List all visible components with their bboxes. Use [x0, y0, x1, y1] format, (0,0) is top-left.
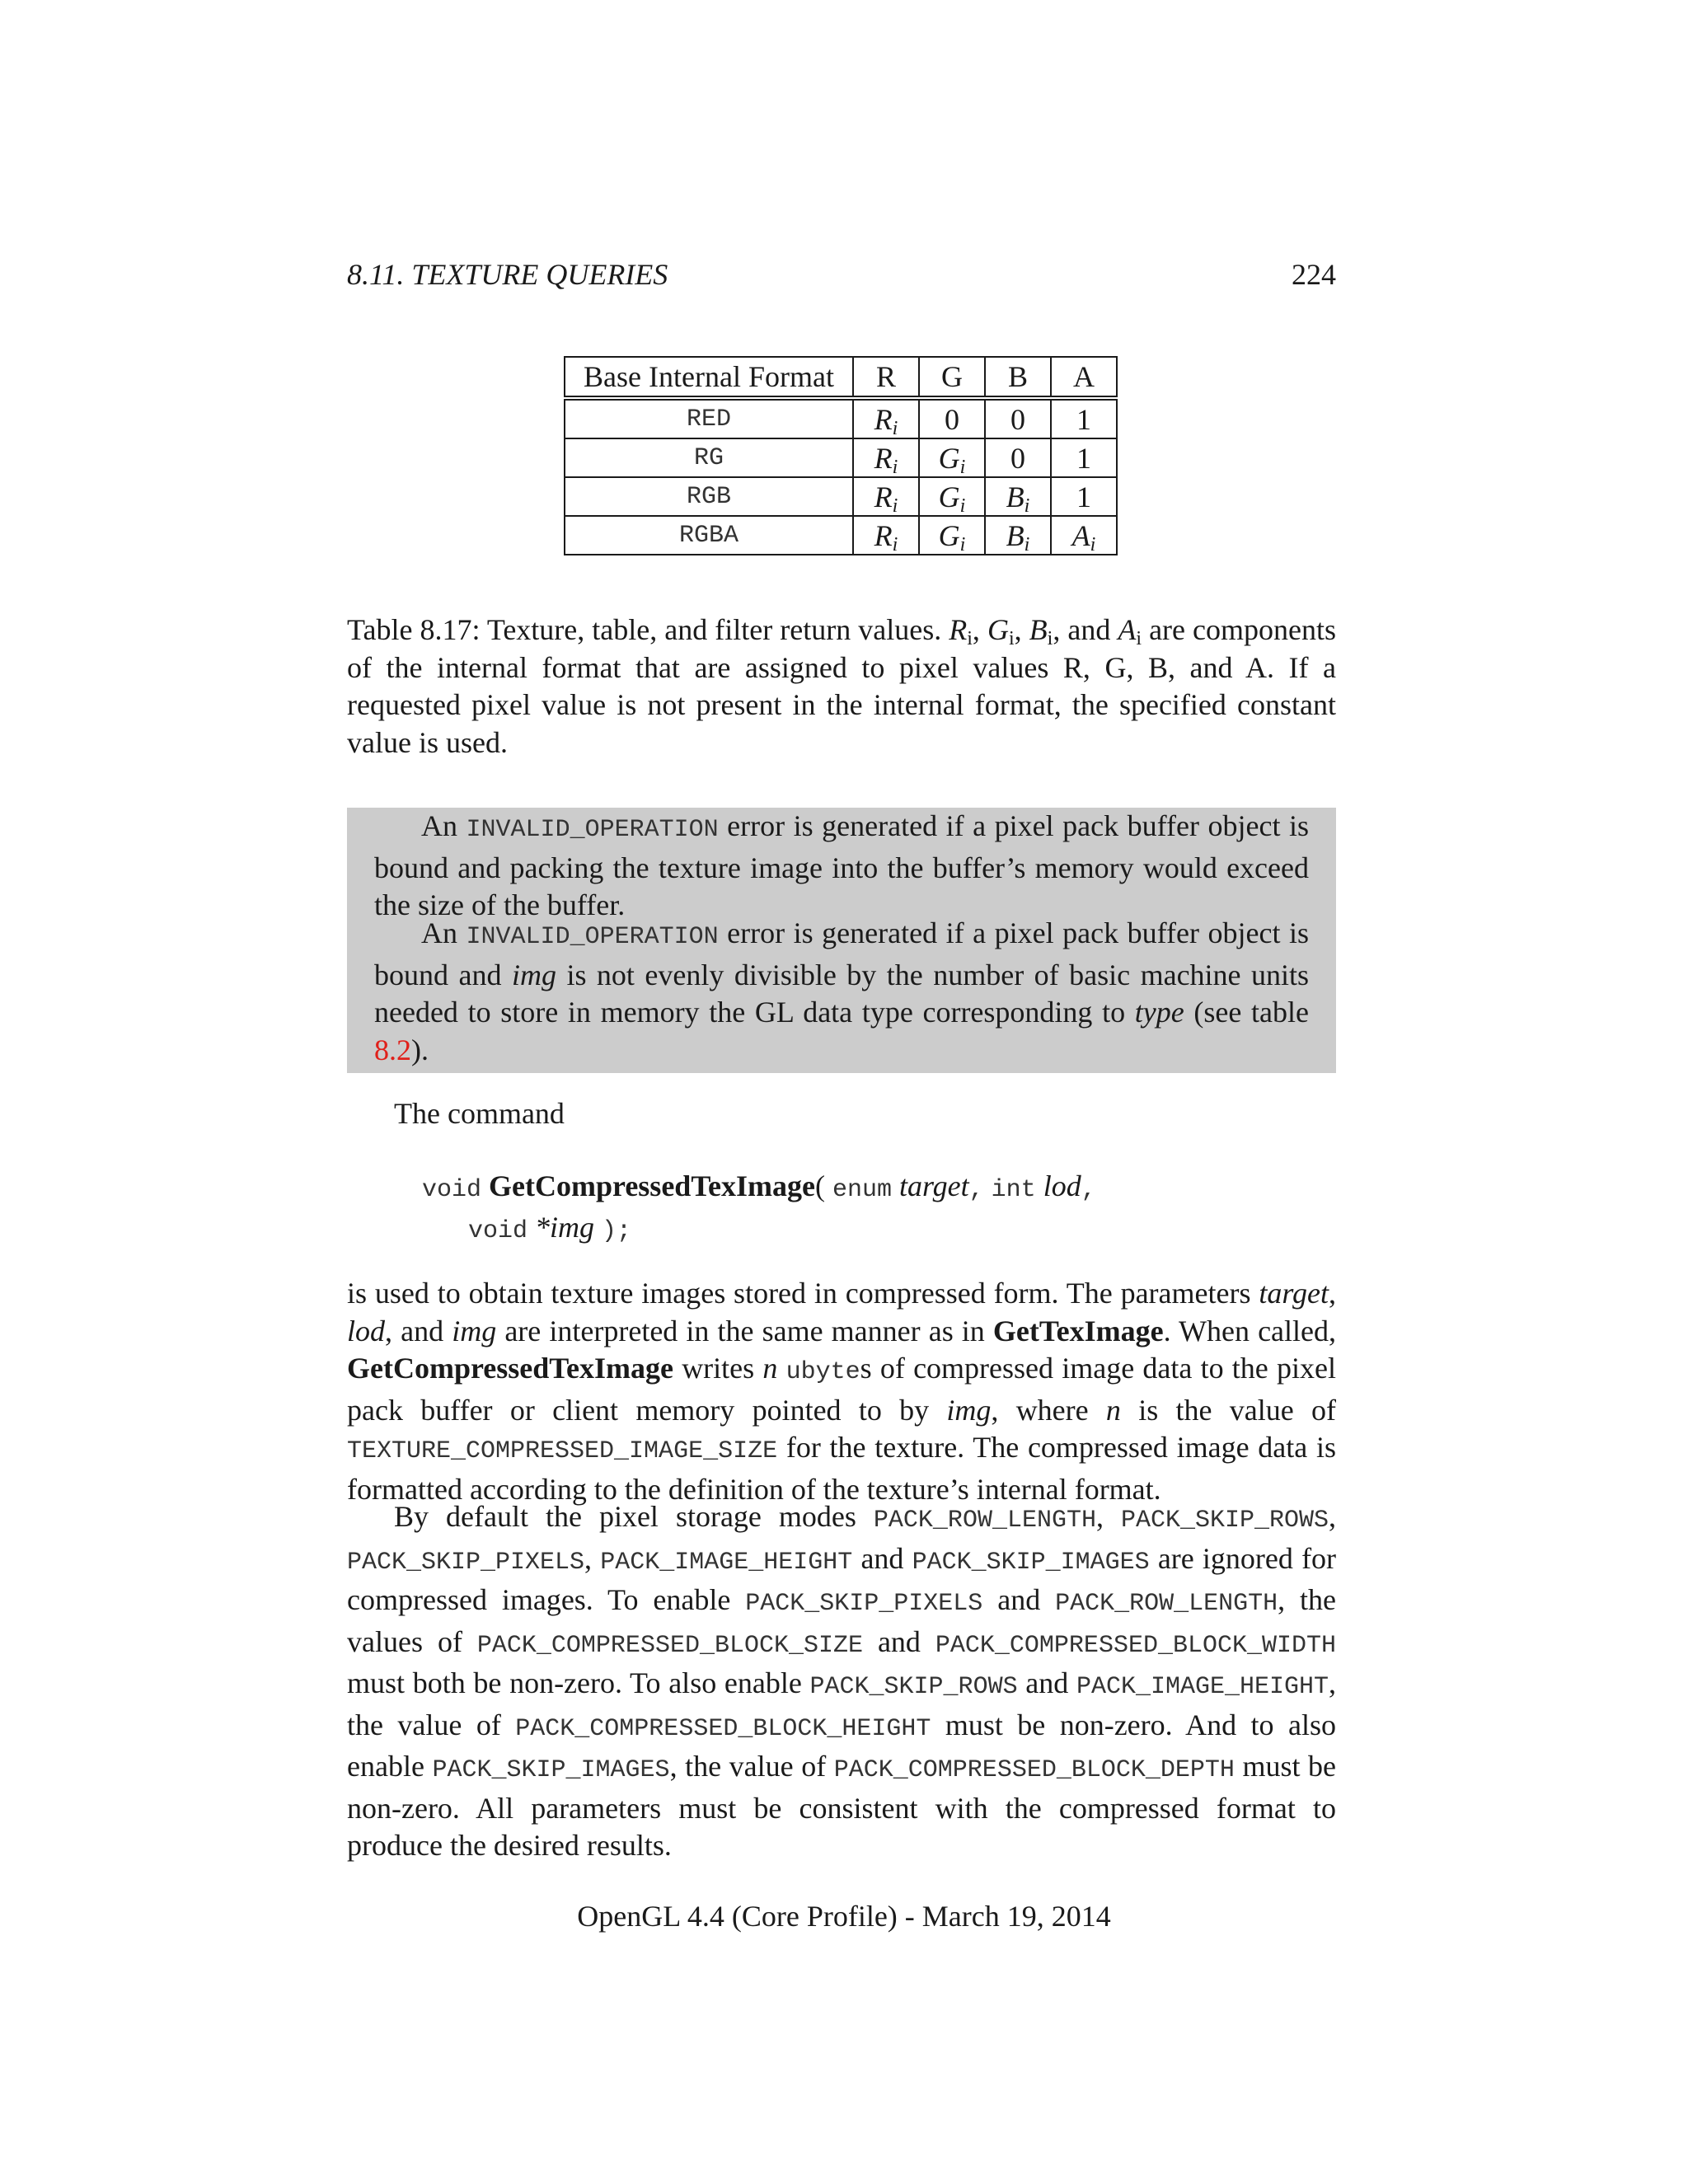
text-run: , [584, 1541, 593, 1575]
caption-subscript: i [967, 628, 973, 649]
value-symbol: R [874, 441, 893, 475]
value-cell [919, 516, 985, 555]
value-subscript: i [1024, 494, 1030, 517]
value-symbol: G [938, 441, 960, 475]
table-header-cell: Base Internal Format [565, 357, 853, 398]
constant-name: PACK_SKIP_ROWS [1120, 1507, 1329, 1535]
text-run: By default the pixel storage modes [394, 1500, 856, 1533]
param-type: int [991, 1176, 1036, 1204]
caption-symbol: A [1118, 613, 1137, 646]
text-run: of compressed image data to the pixel pack buffer or client memory pointed to by [347, 1352, 1336, 1427]
value-cell [919, 477, 985, 516]
value-cell [985, 438, 1051, 477]
param-name: img [946, 1393, 992, 1427]
table-header-cell: B [985, 357, 1051, 398]
constant-name: PACK_COMPRESSED_BLOCK_WIDTH [935, 1631, 1336, 1660]
function-name: GetTexImage [992, 1314, 1164, 1347]
value-cell [1051, 516, 1117, 555]
value-cell [985, 516, 1051, 555]
caption-subscript: i [1008, 628, 1015, 649]
constant-name: PACK_SKIP_IMAGES [432, 1756, 670, 1784]
caption-symbol: G [987, 613, 1009, 646]
constant-name: PACK_COMPRESSED_BLOCK_HEIGHT [515, 1714, 931, 1743]
value-cell [1051, 438, 1117, 477]
value-cell [853, 398, 919, 438]
text-run: , [1095, 1500, 1104, 1533]
error-code: INVALID_OPERATION [466, 816, 719, 844]
constant-name: TEXTURE_COMPRESSED_IMAGE_SIZE [347, 1437, 778, 1465]
separator: , [968, 1176, 984, 1204]
caption-symbol: B [1029, 613, 1048, 646]
table-row [565, 477, 1117, 516]
value-symbol: 0 [1010, 402, 1025, 436]
param-name: lod [347, 1314, 386, 1347]
text-run: error is generated if a pixel pack buffer object is bound and [374, 916, 1310, 991]
text-run: and [1025, 1666, 1069, 1699]
table-row [565, 516, 1117, 555]
text-run: , [1329, 1277, 1336, 1310]
text-run: and [877, 1624, 921, 1658]
text-run: must be non-zero. All parameters must be consistent with the compressed format to produce the desired results. [347, 1750, 1337, 1862]
value-symbol: 1 [1076, 441, 1091, 475]
format-cell: RGB [565, 477, 853, 516]
constant-name: PACK_SKIP_ROWS [809, 1673, 1018, 1701]
prototype-line [422, 1209, 1096, 1250]
param-name: target [899, 1169, 969, 1202]
text-run: s [860, 1352, 872, 1385]
value-cell [985, 477, 1051, 516]
text-run: for the texture. The compressed image data is formatted according to the definition of the texture’s internal format. [347, 1431, 1337, 1506]
value-symbol: G [938, 480, 960, 513]
constant-name: PACK_COMPRESSED_BLOCK_SIZE [476, 1631, 863, 1660]
param-type: void [468, 1217, 528, 1245]
page-footer: OpenGL 4.4 (Core Profile) - March 19, 2014 [577, 1900, 1111, 1933]
text-run: are ignored for compressed images. To enable [347, 1541, 1337, 1616]
body-paragraph [347, 1498, 1336, 1865]
caption-text: and [1067, 613, 1111, 646]
value-symbol: B [1006, 518, 1025, 552]
format-cell: RG [565, 438, 853, 477]
value-cell [853, 477, 919, 516]
function-name: GetCompressedTexImage [489, 1169, 815, 1202]
value-symbol: 0 [1010, 441, 1025, 475]
value-symbol: R [874, 402, 893, 436]
value-cell [1051, 477, 1117, 516]
param-name: img [511, 958, 556, 991]
command-intro: The command [394, 1097, 565, 1130]
table-row [565, 438, 1117, 477]
value-cell [1051, 398, 1117, 438]
value-symbol: R [874, 480, 893, 513]
math-symbol: n [762, 1352, 778, 1385]
value-symbol: R [874, 518, 893, 552]
value-symbol: 1 [1076, 480, 1091, 513]
value-cell [985, 398, 1051, 438]
value-cell [919, 438, 985, 477]
text-run: must be non-zero. And to also enable [347, 1708, 1336, 1783]
table-header-row [565, 357, 1117, 398]
caption-subscript: i [1136, 628, 1142, 649]
type-name: ubyte [785, 1358, 860, 1386]
return-values-table [564, 356, 1118, 555]
value-subscript: i [892, 494, 898, 517]
body-paragraph [347, 1275, 1336, 1508]
text-run: , the value of [669, 1750, 827, 1783]
param-name: type [1134, 996, 1184, 1029]
paren: ); [602, 1217, 632, 1245]
text-run: An [421, 916, 457, 949]
page-number: 224 [1292, 258, 1336, 291]
text-run: . When called, [1163, 1314, 1337, 1347]
value-subscript: i [1024, 533, 1030, 555]
return-type: void [422, 1176, 482, 1204]
text-run: is not evenly divisible by the number of basic machine units needed to store in memory the GL data type corresponding to [374, 958, 1310, 1029]
text-run: and [997, 1583, 1041, 1616]
table-reference-link[interactable]: 8.2 [374, 1033, 411, 1066]
param-name: img [452, 1314, 497, 1347]
paren: ( [814, 1169, 825, 1202]
caption-symbol: R [949, 613, 968, 646]
table-header-cell: R [853, 357, 919, 398]
value-cell [853, 438, 919, 477]
value-symbol: 1 [1076, 402, 1091, 436]
value-subscript: i [1090, 533, 1096, 555]
text-run: (see table [1193, 996, 1309, 1029]
error-code: INVALID_OPERATION [466, 923, 719, 951]
caption-text: are components of the internal format that are assigned to pixel values R, G, B, and A. If a requested pixel value is not present in the internal format, the specified constant value is used. [347, 613, 1337, 759]
constant-name: PACK_IMAGE_HEIGHT [1076, 1673, 1329, 1701]
constant-name: PACK_SKIP_IMAGES [912, 1548, 1150, 1577]
constant-name: PACK_SKIP_PIXELS [745, 1590, 983, 1618]
error-notes-box [347, 808, 1336, 1073]
caption-subscript: i [1047, 628, 1053, 649]
table-row [565, 398, 1117, 438]
param-type: enum [832, 1176, 892, 1204]
constant-name: PACK_ROW_LENGTH [873, 1507, 1096, 1535]
text-run: must both be non-zero. To also enable [347, 1666, 802, 1699]
value-subscript: i [892, 533, 898, 555]
text-run: , the value of [347, 1666, 1337, 1741]
constant-name: PACK_IMAGE_HEIGHT [600, 1548, 853, 1577]
text-run: An [421, 809, 457, 842]
param-name: *img [535, 1211, 595, 1244]
param-name: target [1259, 1277, 1329, 1310]
table-caption: Table 8.17: Texture, table, and filter return values. $R_i$, $G_i$, $B_i$, and $A_i$ are components of the internal format that are assigned to pixel values R, G, B, and A. If a requested pixel value is not present in the internal format, the specified constant value is used. [347, 613, 1337, 759]
caption-text: Table 8.17: Texture, table, and filter return values. [347, 613, 942, 646]
value-symbol: B [1006, 480, 1025, 513]
page-header [347, 257, 1336, 298]
text-run: , the values of [347, 1583, 1337, 1658]
value-subscript: i [959, 494, 966, 517]
value-cell [853, 516, 919, 555]
value-subscript: i [959, 456, 966, 478]
constant-name: PACK_COMPRESSED_BLOCK_DEPTH [833, 1756, 1235, 1784]
section-title: 8.11. TEXTURE QUERIES [347, 258, 668, 291]
text-run: are interpreted in the same manner as in [504, 1314, 985, 1347]
text-run: error is generated if a pixel pack buffer object is bound and packing the texture image into the buffer’s memory would exceed the size of the buffer. [374, 809, 1310, 921]
constant-name: PACK_SKIP_PIXELS [347, 1548, 585, 1577]
format-cell: RGBA [565, 516, 853, 555]
value-subscript: i [959, 533, 966, 555]
function-name: GetCompressedTexImage [347, 1352, 673, 1385]
text-run: is the value of [1138, 1393, 1336, 1427]
separator: , [1081, 1176, 1096, 1204]
text-run: and [860, 1541, 904, 1575]
function-prototype [422, 1168, 1096, 1250]
text-run: is used to obtain texture images stored in compressed form. The parameters [347, 1277, 1251, 1310]
math-symbol: n [1105, 1393, 1121, 1427]
constant-name: PACK_ROW_LENGTH [1055, 1590, 1278, 1618]
param-name: lod [1043, 1169, 1081, 1202]
error-paragraph [374, 808, 1309, 925]
value-symbol: G [938, 518, 960, 552]
text-run: ). [411, 1033, 429, 1066]
prototype-line [422, 1168, 1096, 1209]
value-cell [919, 398, 985, 438]
text-run: , where [991, 1393, 1089, 1427]
table-header-cell: G [919, 357, 985, 398]
value-subscript: i [892, 456, 898, 478]
text-run: , [1329, 1500, 1337, 1533]
value-symbol: 0 [945, 402, 959, 436]
error-paragraph [374, 915, 1309, 1069]
value-symbol: A [1071, 518, 1090, 552]
value-subscript: i [892, 417, 898, 439]
format-cell: RED [565, 398, 853, 438]
table-header-cell: A [1051, 357, 1117, 398]
text-run: , and [385, 1314, 444, 1347]
text-run: writes [682, 1352, 755, 1385]
